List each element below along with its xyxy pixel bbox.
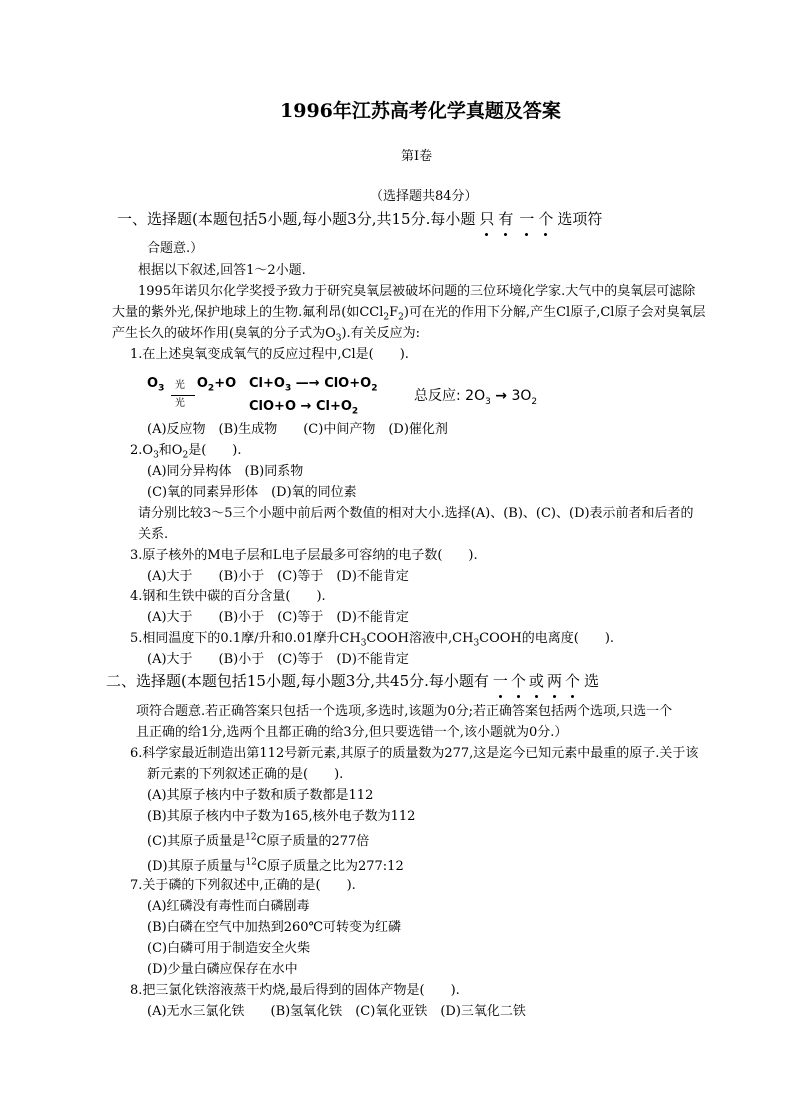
passage-line-1: 1995年诺贝尔化学奖授予致力于研究臭氧层被破坏问题的三位环境化学家.大气中的臭氧层可滤除 [138, 284, 696, 299]
subscript: 2 [531, 396, 538, 407]
subscript: 2 [371, 383, 378, 394]
question-6-option-d [147, 859, 404, 875]
superscript: 12 [245, 832, 257, 843]
section1-header-pre: 一、选择题(本题包括5小题,每小题3分,共15分.每小题 [117, 210, 476, 228]
emphasis-dot-char: 两 [546, 672, 562, 690]
subscript: 2 [351, 406, 359, 417]
subscript: 3 [335, 333, 342, 344]
question-7: 7.关于磷的下列叙述中,正确的是( ). [130, 878, 356, 893]
reaction-1-tail: +O [214, 376, 237, 391]
reaction-2 [249, 376, 377, 392]
part-label: 第I卷 [401, 149, 433, 164]
passage-line-2-c: 可在光的作用下分解,产生Cl原子,Cl原子会对臭氧层 [408, 305, 706, 320]
question-1: 1.在上述臭氧变成氧气的反应过程中,Cl是( ). [130, 347, 409, 362]
subscript: 3 [284, 383, 292, 394]
subscript: 3 [158, 383, 165, 394]
section2-header-pre: 二、选择题(本题包括15小题,每小题3分,共45分.每小题有 [106, 672, 489, 690]
section2-header-post: 选 [583, 672, 599, 690]
question-2-b: 和O [158, 443, 183, 458]
passage-line-2: 大量的紫外光,保护地球上的生物.氟利昂(如$CCl_2F_2$)可在光的作用下分解,产生Cl原子,Cl原子会对臭氧层 [112, 305, 706, 323]
arrow-top-label: 光 [174, 380, 185, 391]
question-5 [130, 631, 614, 647]
emphasis-dot-char: 个 [538, 210, 554, 228]
emphasis-dot-char: 有 [498, 210, 514, 228]
passage-line-3-a: 产生长久的破坏作用(臭氧的分子式为O [112, 326, 336, 341]
question-2 [130, 443, 241, 459]
subscript: 2 [383, 312, 390, 323]
reaction-2-left: Cl+O [249, 376, 285, 391]
subscript: 2 [398, 312, 404, 323]
question-6-option-c-a: (C)其原子质量是 [147, 834, 246, 849]
section2-header [106, 671, 599, 691]
passage-line-3 [112, 326, 420, 342]
question-7-option-c: (C)白磷可用于制造安全火柴 [147, 941, 311, 956]
question-3-options: (A)大于 (B)小于 (C)等于 (D)不能肯定 [147, 569, 409, 584]
question-5-options: (A)大于 (B)小于 (C)等于 (D)不能肯定 [147, 652, 409, 667]
emphasis-dot-char: 一 [519, 210, 535, 228]
reaction-1-right: O [196, 376, 208, 391]
emphasis-dot-char: 个 [564, 672, 580, 690]
question-6-option-c-b: C原子质量的277倍 [256, 834, 370, 849]
section1-header [117, 209, 602, 229]
arrow: → [495, 388, 508, 404]
question-8: 8.把三氯化铁溶液蒸干灼烧,最后得到的固体产物是( ). [130, 983, 460, 998]
subscript: 2 [182, 450, 189, 461]
question-1-options: (A)反应物 (B)生成物 (C)中间产物 (D)催化剂 [147, 422, 448, 437]
passage-line-3-b: ).有关反应为: [341, 326, 421, 341]
section2-cont-1: 项符合题意.若正确答案只包括一个选项,多选时,该题为0分;若正确答案包括两个选项,只选一个 [136, 704, 673, 719]
total-reaction-right: 3O [511, 388, 532, 404]
question-6a: 6.科学家最近制造出第112号新元素,其原子的质量数为277,这是迄今已知元素中最重的原子.关于该 [130, 746, 699, 761]
emphasis-dot-char: 一 [492, 672, 508, 690]
compare-instruction-a: 请分别比较3～5三个小题中前后两个数值的相对大小.选择(A)、(B)、(C)、(D)表示前者和后者的 [138, 506, 694, 521]
question-4: 4.钢和生铁中碳的百分含量( ). [130, 589, 326, 604]
question-6b: 新元素的下列叙述正确的是( ). [147, 767, 344, 782]
question-6-option-a: (A)其原子核内中子数和质子数都是112 [147, 788, 374, 803]
question-6-option-d-b: C原子质量之比为277:12 [257, 859, 404, 874]
question-5-b: COOH溶液中,CH [366, 631, 474, 646]
reaction-3 [249, 399, 358, 415]
question-3: 3.原子核外的M电子层和L电子层最多可容纳的电子数( ). [130, 548, 478, 563]
emphasis-dot-char: 个 [510, 672, 526, 690]
question-2-options-b: (C)氧的同素异形体 (D)氧的同位素 [147, 485, 357, 500]
reaction-2-right: ClO+O [324, 376, 372, 391]
question-7-option-a: (A)红磷没有毒性而白磷剧毒 [147, 899, 310, 914]
section2-cont-2: 且正确的给1分,选两个且都正确的给3分,但只要选错一个,该小题就为0分.） [136, 725, 568, 740]
question-7-option-d: (D)少量白磷应保存在水中 [147, 962, 298, 977]
superscript: 12 [245, 857, 258, 868]
emphasis-dot-char: 或 [528, 672, 544, 690]
reaction-1-left: O [147, 376, 159, 391]
subscript: 3 [473, 638, 480, 649]
reaction-1 [147, 376, 237, 409]
question-5-c: COOH的电离度( ). [479, 631, 615, 646]
arrow: —→ [295, 376, 320, 391]
section1-intro: 根据以下叙述,回答1～2小题. [138, 263, 306, 278]
question-2-options-a: (A)同分异构体 (B)同系物 [147, 464, 304, 479]
question-2-c: 是( ). [188, 443, 242, 458]
question-4-options: (A)大于 (B)小于 (C)等于 (D)不能肯定 [147, 610, 409, 625]
part-note: （选择题共84分） [370, 189, 478, 204]
question-7-option-b: (B)白磷在空气中加热到260℃可转变为红磷 [147, 920, 402, 935]
subscript: 3 [360, 638, 367, 649]
total-reaction-left: 总反应: 2O [414, 388, 486, 404]
question-8-options: (A)无水三氯化铁 (B)氢氧化铁 (C)氧化亚铁 (D)三氧化二铁 [147, 1004, 526, 1019]
page-title: 1996年江苏高考化学真题及答案 [280, 100, 561, 122]
question-6-option-c [147, 834, 369, 850]
reaction-3-left: ClO+O [249, 399, 296, 414]
question-6-option-d-a: (D)其原子质量与 [147, 859, 246, 874]
reaction-3-right: Cl+O [315, 399, 352, 414]
passage-line-2-b: F [389, 305, 399, 320]
subscript: 2 [207, 383, 215, 394]
question-5-a: 5.相同温度下的0.1摩/升和0.01摩升CH [130, 631, 361, 646]
section1-header-cont: 合题意.） [147, 241, 204, 256]
subscript: 3 [485, 396, 491, 407]
emphasis-dot-char: 只 [479, 210, 495, 228]
question-6-option-b: (B)其原子核内中子数为165,核外电子数为112 [147, 809, 416, 824]
question-2-a: 2.O [130, 443, 154, 458]
total-reaction [414, 388, 538, 407]
section1-header-post: 选项符 [557, 210, 603, 228]
subscript: 3 [153, 450, 159, 461]
arrow: → [300, 399, 312, 414]
compare-instruction-b: 关系. [138, 527, 169, 542]
passage-line-2-a: 大量的紫外光,保护地球上的生物.氟利昂(如CCl [112, 305, 384, 320]
arrow-bottom-label: 光 [174, 398, 185, 409]
